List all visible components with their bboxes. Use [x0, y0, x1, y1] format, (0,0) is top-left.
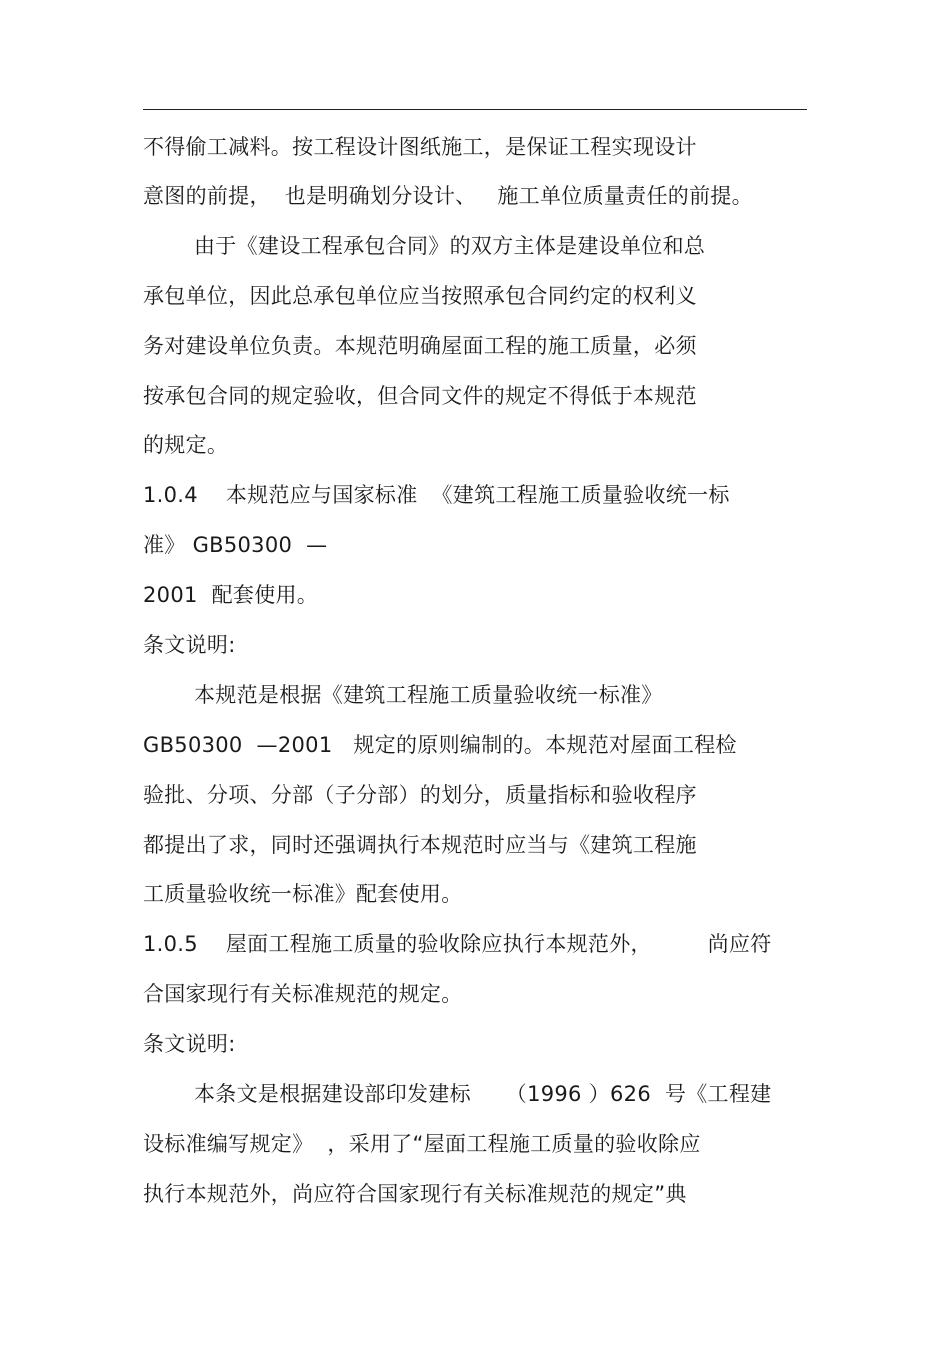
text-line: 的规定。 — [143, 433, 229, 457]
text-line: 工质量验收统一标准》配套使用。 — [143, 882, 463, 906]
text-line: 准》 GB50300 — — [143, 533, 328, 557]
paragraph-first-line: 由于《建设工程承包合同》的双方主体是建设单位和总 — [194, 234, 706, 258]
clause-explanation-heading: 条文说明: — [143, 633, 236, 657]
text-line: 都提出了求，同时还强调执行本规范时应当与《建筑工程施 — [143, 833, 697, 857]
header-rule — [143, 109, 807, 110]
text-line: 按承包合同的规定验收，但合同文件的规定不得低于本规范 — [143, 384, 697, 408]
text-line: 设标准编写规定》 ，采用了“屋面工程施工质量的验收除应 — [143, 1132, 701, 1156]
paragraph-first-line: 本规范是根据《建筑工程施工质量验收统一标准》 — [194, 683, 663, 707]
text-line: 执行本规范外，尚应符合国家现行有关标准规范的规定”典 — [143, 1182, 687, 1206]
paragraph-first-line: 本条文是根据建设部印发建标 （1996 ）626 号《工程建 — [194, 1082, 772, 1106]
text-line: GB50300 —2001 规定的原则编制的。本规范对屋面工程检 — [143, 733, 737, 757]
text-line: 承包单位，因此总承包单位应当按照承包合同约定的权利义 — [143, 284, 697, 308]
text-line: 意图的前提， 也是明确划分设计、 施工单位质量责任的前提。 — [143, 184, 753, 208]
text-line: 不得偷工减料。按工程设计图纸施工，是保证工程实现设计 — [143, 135, 697, 159]
text-line: 务对建设单位负责。本规范明确屋面工程的施工质量，必须 — [143, 334, 697, 358]
text-line: 验批、分项、分部（子分部）的划分，质量指标和验收程序 — [143, 783, 697, 807]
clause-explanation-heading: 条文说明: — [143, 1032, 236, 1056]
text-line: 合国家现行有关标准规范的规定。 — [143, 982, 463, 1006]
clause-1-0-5: 1.0.5 屋面工程施工质量的验收除应执行本规范外， 尚应符 — [143, 932, 772, 956]
clause-1-0-4: 1.0.4 本规范应与国家标准 《建筑工程施工质量验收统一标 — [143, 483, 730, 507]
text-line: 2001 配套使用。 — [143, 583, 319, 607]
